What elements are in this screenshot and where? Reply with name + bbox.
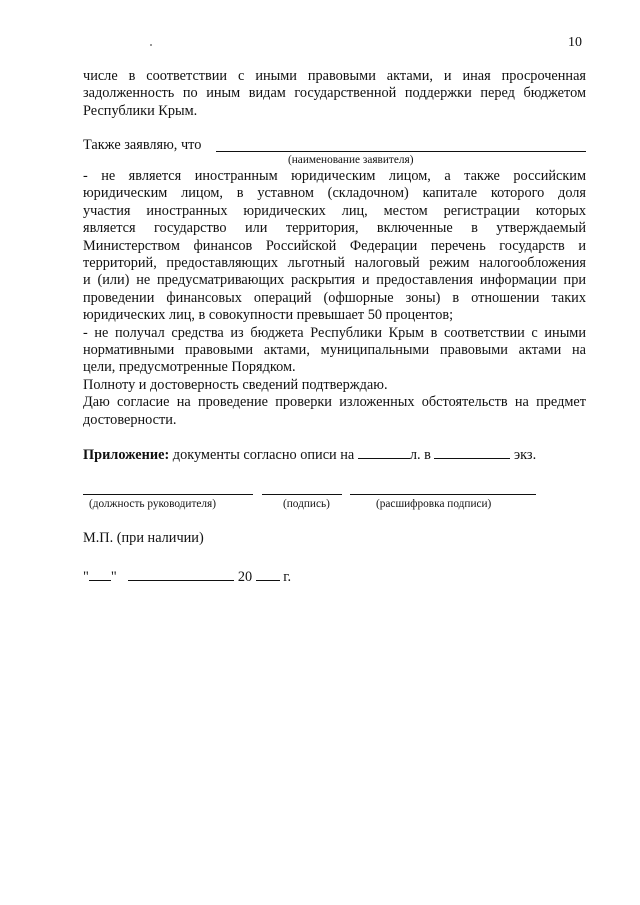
applicant-name-field[interactable] [216, 151, 586, 152]
attachment-text: документы согласно описи на [169, 447, 358, 463]
declaration-lead: Также заявляю, что [83, 137, 202, 153]
statement-line: и (или) не предусматривающих раскрытия и предоставления информации при [83, 272, 586, 289]
statement-line: Даю согласие на проведение проверки изложенных обстоятельств на предмет [83, 394, 586, 411]
copies-count-field[interactable] [434, 446, 510, 459]
attachment-label: Приложение: [83, 447, 170, 463]
intro-line: Республики Крым. [83, 102, 198, 119]
position-hint: (должность руководителя) [89, 498, 216, 510]
statement-line: является государство или территория, включенные в утверждаемый [83, 220, 586, 237]
page-number: 10 [568, 35, 582, 50]
statement-line: юридическим лицом, в уставном (складочном) капитале которого доля [83, 185, 586, 202]
copies-unit: экз. [514, 447, 537, 463]
date-line [83, 568, 291, 586]
intro-line: числе в соответствии с иными правовыми актами, и иная просроченная [83, 68, 586, 84]
signature-decode-field[interactable] [350, 494, 536, 495]
statements-block [83, 168, 586, 429]
statement-line: нормативными правовыми актами, муниципальными правовыми актами на [83, 342, 586, 359]
declaration-line [83, 137, 586, 154]
month-field[interactable] [128, 568, 234, 581]
statement-line: территорий, предоставляющих льготный налоговый режим налогообложения [83, 255, 586, 272]
statement-line: - не является иностранным юридическим лицом, а также российским [83, 168, 586, 184]
signature-hint: (подпись) [283, 498, 330, 510]
position-field[interactable] [83, 494, 253, 495]
statement-line: проведении финансовых операций (офшорные зоны) в отношении таких [83, 289, 586, 306]
statement-line: Полноту и достоверность сведений подтверждаю. [83, 376, 388, 393]
statement-line: цели, предусмотренные Порядком. [83, 359, 296, 376]
year-suffix: г. [283, 569, 292, 585]
statement-line: Министерством финансов Российской Федерации перечень государств и [83, 237, 586, 254]
scan-speck [150, 44, 152, 46]
statement-line: - не получал средства из бюджета Республики Крым в соответствии с иными [83, 324, 586, 341]
year-prefix: 20 [237, 569, 253, 585]
sheets-unit: л. в [409, 447, 435, 463]
applicant-name-hint: (наименование заявителя) [288, 154, 414, 166]
intro-line: задолженность по иным видам государственной поддержки перед бюджетом [83, 85, 586, 102]
signature-field[interactable] [262, 494, 342, 495]
year-field[interactable] [256, 568, 280, 581]
statement-line: участия иностранных юридических лиц, местом регистрации которых [83, 202, 586, 219]
statement-line: достоверности. [83, 411, 177, 428]
stamp-label: М.П. (при наличии) [83, 530, 204, 546]
signature-decode-hint: (расшифровка подписи) [376, 498, 492, 510]
statement-line: юридических лиц, в совокупности превышает 50 процентов; [83, 307, 454, 324]
date-quote-open: " [83, 569, 89, 585]
date-quote-close: " [110, 569, 117, 585]
day-field[interactable] [89, 568, 111, 581]
intro-paragraph [83, 68, 586, 120]
attachment-line [83, 446, 586, 464]
sheets-count-field[interactable] [358, 446, 410, 459]
